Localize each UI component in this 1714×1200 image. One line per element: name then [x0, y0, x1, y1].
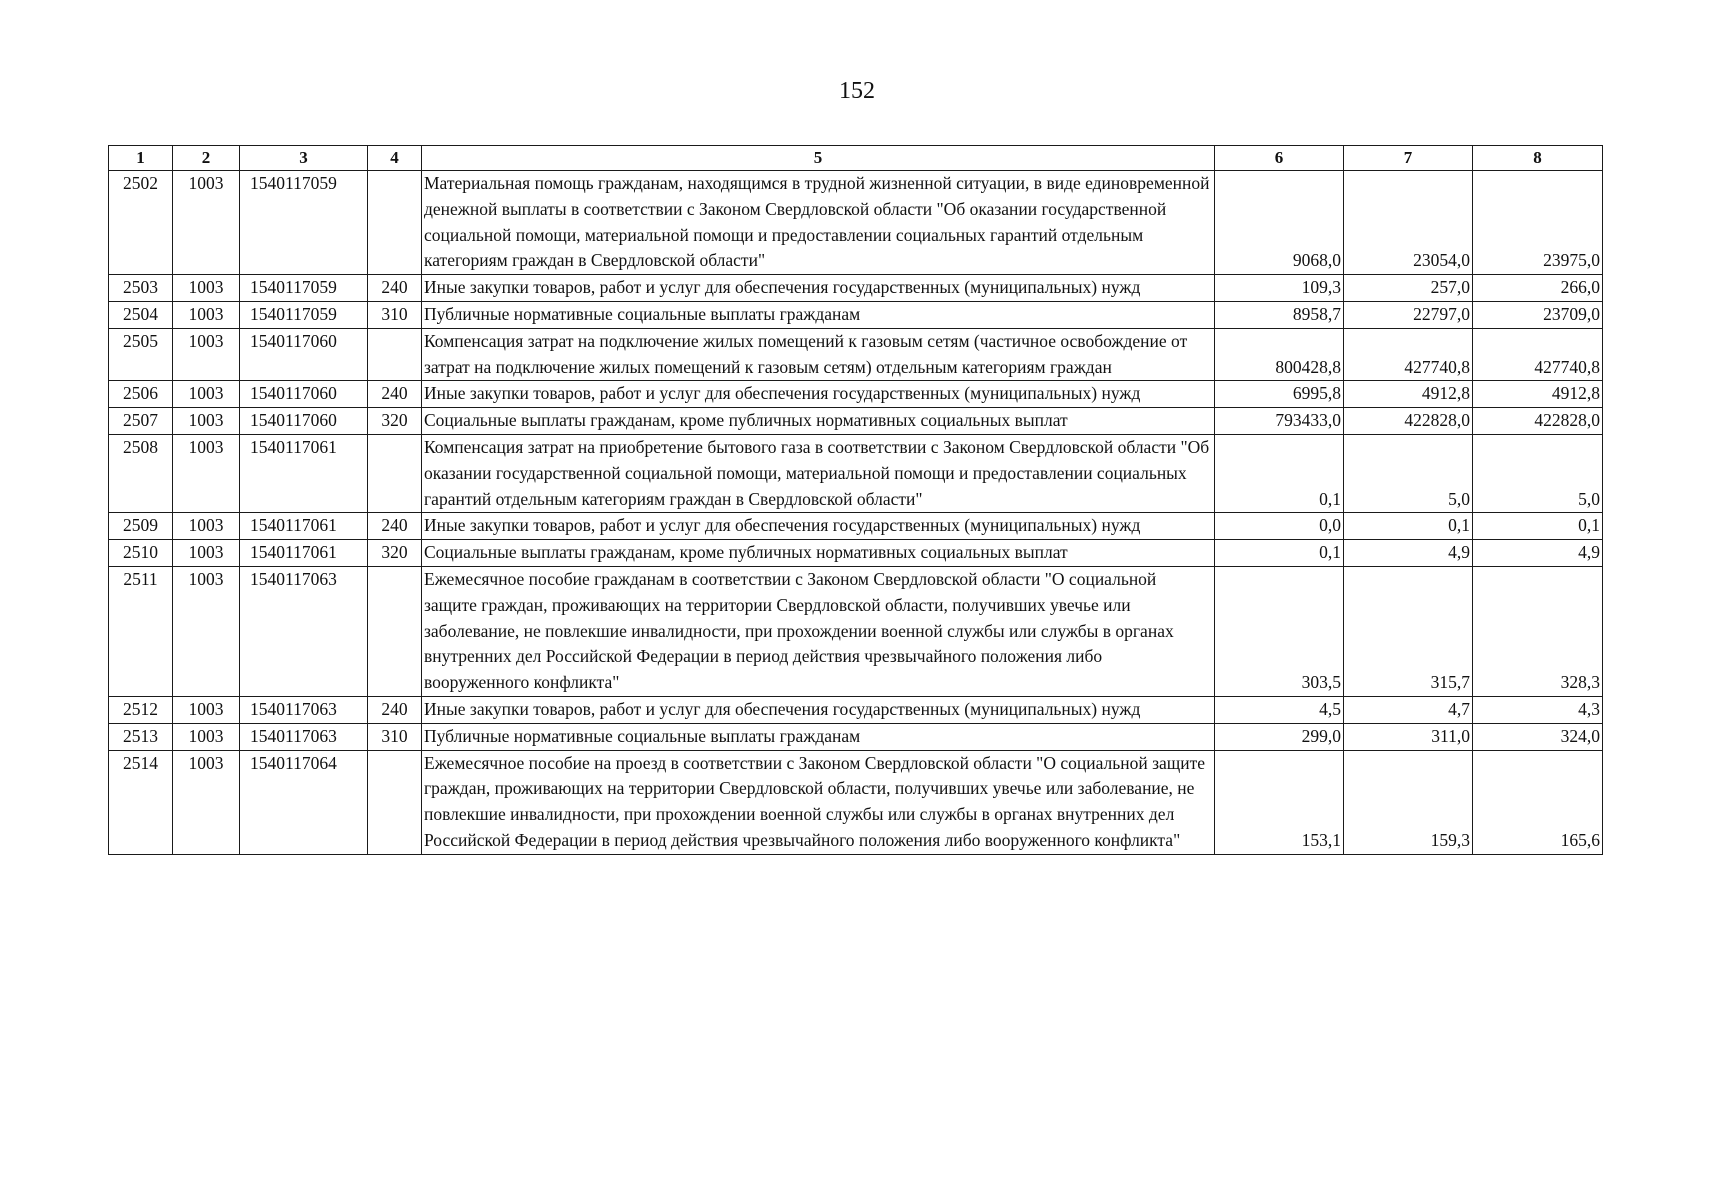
- amount-col8-cell: 4,3: [1473, 696, 1603, 723]
- table-row: [109, 750, 1603, 854]
- row-number-cell: 2506: [109, 381, 173, 408]
- target-code-cell: 1540117064: [240, 750, 368, 854]
- budget-table: [108, 145, 1603, 855]
- section-code-cell: 1003: [173, 275, 240, 302]
- row-number-cell: 2510: [109, 540, 173, 567]
- target-code-cell: 1540117059: [240, 171, 368, 275]
- amount-col8-cell: 165,6: [1473, 750, 1603, 854]
- row-number-cell: 2508: [109, 434, 173, 512]
- target-code-cell: 1540117059: [240, 301, 368, 328]
- table-row: [109, 566, 1603, 696]
- section-code-cell: 1003: [173, 328, 240, 381]
- description-cell: Публичные нормативные социальные выплаты гражданам: [422, 301, 1215, 328]
- row-number-cell: 2505: [109, 328, 173, 381]
- expense-type-cell: [368, 434, 422, 512]
- target-code-cell: 1540117060: [240, 408, 368, 435]
- amount-col8-cell: 23709,0: [1473, 301, 1603, 328]
- amount-col8-cell: 324,0: [1473, 723, 1603, 750]
- description-cell: Публичные нормативные социальные выплаты гражданам: [422, 723, 1215, 750]
- amount-col8-cell: 266,0: [1473, 275, 1603, 302]
- section-code-cell: 1003: [173, 696, 240, 723]
- description-cell: Иные закупки товаров, работ и услуг для обеспечения государственных (муниципальных) нужд: [422, 275, 1215, 302]
- description-cell: Ежемесячное пособие гражданам в соответствии с Законом Свердловской области "О социальной защите граждан, проживающих на территории Свердловской области, получивших увечье или заболевание, не повлекшие инвалидности, при прохождении военной службы или службы в органах внутренних дел Российской Федерации в период действия чрезвычайного положения либо вооруженного конфликта": [422, 566, 1215, 696]
- column-header-4: 4: [368, 146, 422, 171]
- expense-type-cell: 240: [368, 696, 422, 723]
- table-row: [109, 723, 1603, 750]
- expense-type-cell: [368, 750, 422, 854]
- amount-col7-cell: 22797,0: [1344, 301, 1473, 328]
- description-cell: Компенсация затрат на приобретение бытового газа в соответствии с Законом Свердловской области "Об оказании государственной социальной помощи, материальной помощи и предоставлении социальных гарантий отдельным категориям граждан в Свердловской области": [422, 434, 1215, 512]
- row-number-cell: 2512: [109, 696, 173, 723]
- table-row: [109, 540, 1603, 567]
- amount-col7-cell: 5,0: [1344, 434, 1473, 512]
- row-number-cell: 2511: [109, 566, 173, 696]
- page-number: 152: [839, 78, 875, 104]
- amount-col8-cell: 4912,8: [1473, 381, 1603, 408]
- amount-col8-cell: 0,1: [1473, 513, 1603, 540]
- description-cell: Социальные выплаты гражданам, кроме публичных нормативных социальных выплат: [422, 408, 1215, 435]
- column-header-8: 8: [1473, 146, 1603, 171]
- amount-col7-cell: 4,7: [1344, 696, 1473, 723]
- description-cell: Материальная помощь гражданам, находящимся в трудной жизненной ситуации, в виде единовременной денежной выплаты в соответствии с Законом Свердловской области "Об оказании государственной социальной помощи, материальной помощи и предоставлении социальных гарантий отдельным категориям граждан в Свердловской области": [422, 171, 1215, 275]
- section-code-cell: 1003: [173, 381, 240, 408]
- amount-col7-cell: 23054,0: [1344, 171, 1473, 275]
- section-code-cell: 1003: [173, 301, 240, 328]
- amount-col6-cell: 800428,8: [1215, 328, 1344, 381]
- table-row: [109, 171, 1603, 275]
- description-cell: Иные закупки товаров, работ и услуг для обеспечения государственных (муниципальных) нужд: [422, 381, 1215, 408]
- expense-type-cell: 320: [368, 540, 422, 567]
- expense-type-cell: 240: [368, 513, 422, 540]
- amount-col7-cell: 4,9: [1344, 540, 1473, 567]
- target-code-cell: 1540117063: [240, 723, 368, 750]
- section-code-cell: 1003: [173, 171, 240, 275]
- amount-col6-cell: 6995,8: [1215, 381, 1344, 408]
- section-code-cell: 1003: [173, 434, 240, 512]
- target-code-cell: 1540117060: [240, 328, 368, 381]
- row-number-cell: 2514: [109, 750, 173, 854]
- amount-col6-cell: 303,5: [1215, 566, 1344, 696]
- expense-type-cell: 310: [368, 723, 422, 750]
- table-row: [109, 328, 1603, 381]
- amount-col7-cell: 4912,8: [1344, 381, 1473, 408]
- amount-col7-cell: 311,0: [1344, 723, 1473, 750]
- expense-type-cell: 310: [368, 301, 422, 328]
- header-row: [109, 146, 1603, 171]
- amount-col6-cell: 793433,0: [1215, 408, 1344, 435]
- column-header-1: 1: [109, 146, 173, 171]
- table-row: [109, 696, 1603, 723]
- table-row: [109, 381, 1603, 408]
- section-code-cell: 1003: [173, 513, 240, 540]
- amount-col6-cell: 153,1: [1215, 750, 1344, 854]
- section-code-cell: 1003: [173, 540, 240, 567]
- column-header-5: 5: [422, 146, 1215, 171]
- amount-col6-cell: 0,0: [1215, 513, 1344, 540]
- row-number-cell: 2502: [109, 171, 173, 275]
- table-row: [109, 513, 1603, 540]
- target-code-cell: 1540117061: [240, 513, 368, 540]
- amount-col8-cell: 328,3: [1473, 566, 1603, 696]
- expense-type-cell: [368, 566, 422, 696]
- description-cell: Ежемесячное пособие на проезд в соответствии с Законом Свердловской области "О социальной защите граждан, проживающих на территории Свердловской области, получивших увечье или заболевание, не повлекшие инвалидности, при прохождении военной службы или службы в органах внутренних дел Российской Федерации в период действия чрезвычайного положения либо вооруженного конфликта": [422, 750, 1215, 854]
- amount-col6-cell: 4,5: [1215, 696, 1344, 723]
- column-header-7: 7: [1344, 146, 1473, 171]
- amount-col6-cell: 0,1: [1215, 434, 1344, 512]
- amount-col6-cell: 8958,7: [1215, 301, 1344, 328]
- amount-col6-cell: 109,3: [1215, 275, 1344, 302]
- section-code-cell: 1003: [173, 750, 240, 854]
- row-number-cell: 2507: [109, 408, 173, 435]
- description-cell: Иные закупки товаров, работ и услуг для обеспечения государственных (муниципальных) нужд: [422, 513, 1215, 540]
- table-row: [109, 275, 1603, 302]
- target-code-cell: 1540117059: [240, 275, 368, 302]
- amount-col7-cell: 159,3: [1344, 750, 1473, 854]
- description-cell: Иные закупки товаров, работ и услуг для обеспечения государственных (муниципальных) нужд: [422, 696, 1215, 723]
- amount-col8-cell: 427740,8: [1473, 328, 1603, 381]
- column-header-3: 3: [240, 146, 368, 171]
- amount-col6-cell: 0,1: [1215, 540, 1344, 567]
- target-code-cell: 1540117061: [240, 540, 368, 567]
- amount-col8-cell: 4,9: [1473, 540, 1603, 567]
- amount-col6-cell: 299,0: [1215, 723, 1344, 750]
- amount-col7-cell: 0,1: [1344, 513, 1473, 540]
- amount-col6-cell: 9068,0: [1215, 171, 1344, 275]
- expense-type-cell: 240: [368, 275, 422, 302]
- section-code-cell: 1003: [173, 566, 240, 696]
- row-number-cell: 2513: [109, 723, 173, 750]
- table-row: [109, 434, 1603, 512]
- amount-col7-cell: 427740,8: [1344, 328, 1473, 381]
- row-number-cell: 2509: [109, 513, 173, 540]
- amount-col8-cell: 23975,0: [1473, 171, 1603, 275]
- expense-type-cell: [368, 328, 422, 381]
- column-header-2: 2: [173, 146, 240, 171]
- target-code-cell: 1540117061: [240, 434, 368, 512]
- table-row: [109, 301, 1603, 328]
- expense-type-cell: 240: [368, 381, 422, 408]
- target-code-cell: 1540117063: [240, 696, 368, 723]
- target-code-cell: 1540117063: [240, 566, 368, 696]
- amount-col7-cell: 315,7: [1344, 566, 1473, 696]
- expense-type-cell: [368, 171, 422, 275]
- amount-col7-cell: 422828,0: [1344, 408, 1473, 435]
- table-row: [109, 408, 1603, 435]
- amount-col7-cell: 257,0: [1344, 275, 1473, 302]
- row-number-cell: 2503: [109, 275, 173, 302]
- row-number-cell: 2504: [109, 301, 173, 328]
- amount-col8-cell: 5,0: [1473, 434, 1603, 512]
- description-cell: Социальные выплаты гражданам, кроме публичных нормативных социальных выплат: [422, 540, 1215, 567]
- column-header-6: 6: [1215, 146, 1344, 171]
- expense-type-cell: 320: [368, 408, 422, 435]
- target-code-cell: 1540117060: [240, 381, 368, 408]
- section-code-cell: 1003: [173, 408, 240, 435]
- section-code-cell: 1003: [173, 723, 240, 750]
- description-cell: Компенсация затрат на подключение жилых помещений к газовым сетям (частичное освобождение от затрат на подключение жилых помещений к газовым сетям) отдельным категориям граждан: [422, 328, 1215, 381]
- amount-col8-cell: 422828,0: [1473, 408, 1603, 435]
